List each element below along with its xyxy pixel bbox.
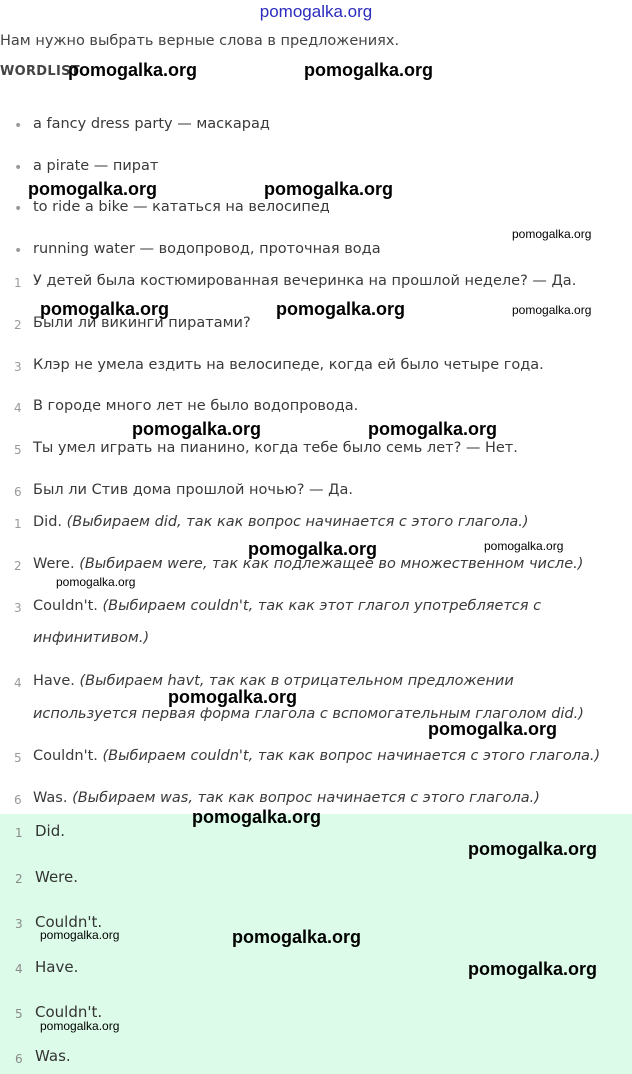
- wordlist-item: a pirate — пират: [33, 158, 159, 174]
- watermark: pomogalka.org: [468, 839, 598, 859]
- answer-number: 4: [15, 962, 23, 976]
- item-number: 1: [14, 517, 22, 531]
- explanation-note: (Выбираем were, так как подлежащее во множественном числе.): [79, 556, 584, 572]
- watermark: pomogalka.org: [192, 807, 322, 827]
- answer-line: Have.: [35, 958, 79, 976]
- watermark: pomogalka.org: [28, 179, 158, 199]
- watermark: pomogalka.org: [304, 60, 434, 80]
- item-number: 1: [14, 276, 22, 290]
- translation-line: Клэр не умела ездить на велосипеде, когда ей было четыре года.: [33, 357, 544, 373]
- bullet-icon: •: [14, 118, 23, 134]
- watermark: pomogalka.org: [168, 687, 298, 707]
- item-number: 2: [14, 559, 22, 573]
- answer-word: Were.: [33, 556, 75, 572]
- translation-line: В городе много лет не было водопровода.: [33, 398, 359, 414]
- site-header[interactable]: pomogalka.org: [259, 2, 373, 21]
- translation-line: Ты умел играть на пианино, когда тебе было семь лет? — Нет.: [33, 440, 518, 456]
- explanation-line: [33, 790, 540, 806]
- item-number: 6: [14, 485, 22, 499]
- explanation-note: (Выбираем havt, так как в отрицательном предложении: [79, 673, 514, 689]
- translation-line: Был ли Стив дома прошлой ночью? — Да.: [33, 482, 353, 498]
- explanation-line: [33, 598, 541, 614]
- watermark: pomogalka.org: [248, 539, 378, 559]
- answer-line: Couldn't.: [35, 913, 103, 931]
- item-number: 5: [14, 443, 22, 457]
- wordlist-item: a fancy dress party — маскарад: [33, 116, 270, 132]
- wordlist-item: running water — водопровод, проточная вода: [33, 241, 381, 257]
- watermark: pomogalka.org: [40, 928, 120, 942]
- answer-line: Were.: [35, 868, 79, 886]
- answer-word: Couldn't.: [33, 598, 98, 614]
- watermark: pomogalka.org: [68, 60, 198, 80]
- watermark: pomogalka.org: [264, 179, 394, 199]
- item-number: 4: [14, 401, 22, 415]
- answer-word: Have.: [33, 673, 75, 689]
- wordlist-item: to ride a bike — кататься на велосипед: [33, 199, 330, 215]
- answer-line: Was.: [35, 1047, 71, 1065]
- watermark: pomogalka.org: [512, 227, 592, 241]
- answer-number: 3: [15, 917, 23, 931]
- watermark: pomogalka.org: [232, 927, 362, 947]
- item-number: 6: [14, 793, 22, 807]
- watermark: pomogalka.org: [40, 1019, 120, 1033]
- translation-line: У детей была костюмированная вечеринка на прошлой неделе? — Да.: [33, 273, 577, 289]
- answer-line: Did.: [35, 822, 66, 840]
- watermark: pomogalka.org: [428, 719, 558, 739]
- explanation-line: [33, 514, 529, 530]
- explanation-note: (Выбираем was, так как вопрос начинается с этого глагола.): [72, 790, 540, 806]
- item-number: 5: [14, 751, 22, 765]
- explanation-note: (Выбираем did, так как вопрос начинается с этого глагола.): [66, 514, 529, 530]
- watermark: pomogalka.org: [484, 539, 564, 553]
- translation-line: Были ли викинги пиратами?: [33, 315, 251, 331]
- explanation-note: (Выбираем couldn't, так как вопрос начинается с этого глагола.): [102, 748, 601, 764]
- intro-text: Нам нужно выбрать верные слова в предложениях.: [0, 33, 400, 49]
- bullet-icon: •: [14, 160, 23, 176]
- explanation-note-continued: используется первая форма глагола с вспомогательным глаголом did.): [33, 706, 584, 722]
- watermark: pomogalka.org: [468, 959, 598, 979]
- answer-number: 2: [15, 872, 23, 886]
- explanation-note-continued: инфинитивом.): [33, 630, 150, 646]
- item-number: 2: [14, 318, 22, 332]
- watermark: pomogalka.org: [276, 299, 406, 319]
- explanation-note: (Выбираем couldn't, так как этот глагол употребляется с: [102, 598, 542, 614]
- answer-word: Did.: [33, 514, 63, 530]
- item-number: 4: [14, 676, 22, 690]
- item-number: 3: [14, 360, 22, 374]
- answer-number: 6: [15, 1052, 23, 1066]
- watermark: pomogalka.org: [132, 419, 262, 439]
- answer-number: 5: [15, 1007, 23, 1021]
- item-number: 3: [14, 601, 22, 615]
- wordlist-heading: WORDLIST: [0, 64, 80, 79]
- watermark: pomogalka.org: [56, 575, 136, 589]
- watermark: pomogalka.org: [40, 299, 170, 319]
- watermark: pomogalka.org: [512, 303, 592, 317]
- answer-line: Couldn't.: [35, 1003, 103, 1021]
- explanation-line: [33, 748, 600, 764]
- bullet-icon: •: [14, 243, 23, 259]
- answer-word: Was.: [33, 790, 68, 806]
- answer-number: 1: [15, 826, 23, 840]
- bullet-icon: •: [14, 201, 23, 217]
- answer-word: Couldn't.: [33, 748, 98, 764]
- watermark: pomogalka.org: [368, 419, 498, 439]
